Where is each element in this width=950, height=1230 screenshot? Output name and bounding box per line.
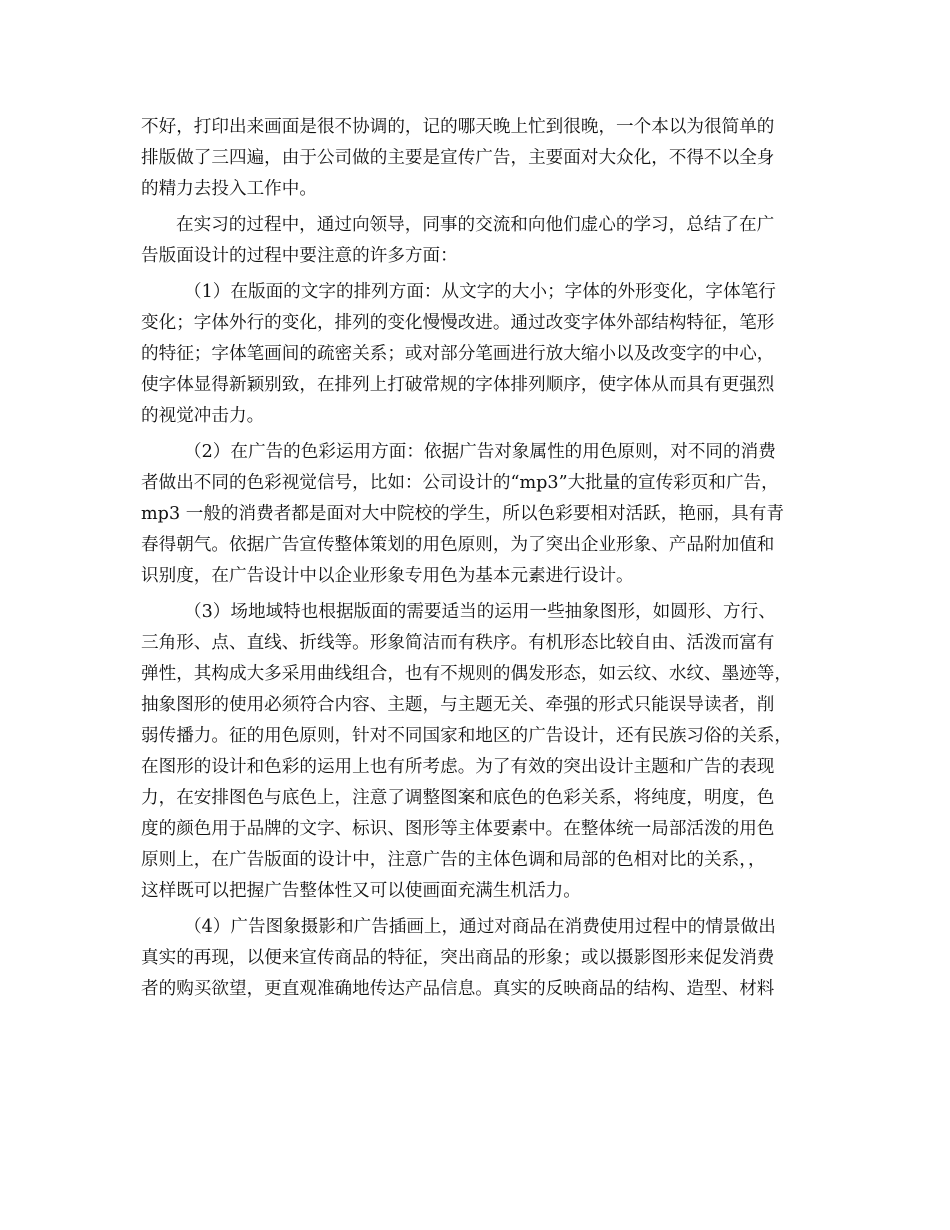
text-line: 识别度，在广告设计中以企业形象专用色为基本元素进行设计。: [141, 566, 634, 586]
text-line: 三角形、点、直线、折线等。形象简洁而有秩序。有机形态比较自由、活泼而富有: [141, 633, 775, 653]
text-line: 力，在安排图色与底色上，注意了调整图案和底色的色彩关系，将纯度，明度，色: [141, 788, 775, 808]
text-line: 弱传播力。征的用色原则，针对不同国家和地区的广告设计，还有民族习俗的关系，: [141, 726, 792, 746]
text-line: 在图形的设计和色彩的运用上也有所考虑。为了有效的突出设计主题和广告的表现: [141, 757, 775, 777]
text-line: 者的购买欲望，更直观准确地传达产品信息。真实的反映商品的结构、造型、材料: [141, 979, 775, 999]
text-line: 在实习的过程中，通过向领导，同事的交流和向他们虚心的学习，总结了在广: [176, 215, 775, 235]
text-line: 度的颜色用于品牌的文字、标识、图形等主体要素中。在整体统一局部活泼的用色: [141, 819, 775, 839]
text-line: mp3 一般的消费者都是面对大中院校的学生，所以色彩要相对活跃，艳丽，具有青: [141, 504, 784, 524]
text-line: （3）场地域特也根据版面的需要适当的运用一些抽象图形，如圆形、方行、: [184, 602, 776, 622]
text-line: 的特征；字体笔画间的疏密关系；或对部分笔画进行放大缩小以及改变字的中心，: [141, 344, 775, 364]
text-line: （2）在广告的色彩运用方面：依据广告对象属性的用色原则，对不同的消费: [184, 442, 776, 462]
text-line: 排版做了三四遍，由于公司做的主要是宣传广告，主要面对大众化，不得不以全身: [141, 148, 775, 168]
text-line: 变化；字体外行的变化，排列的变化慢慢改进。通过改变字体外部结构特征，笔形: [141, 313, 775, 333]
text-line: 不好，打印出来画面是很不协调的，记的哪天晚上忙到很晚，一个本以为很简单的: [141, 117, 775, 137]
text-line: 抽象图形的使用必须符合内容、主题，与主题无关、牵强的形式只能误导读者，削: [141, 695, 775, 715]
text-line: 真实的再现，以便来宣传商品的特征，突出商品的形象；或以摄影图形来促发消费: [141, 948, 775, 968]
text-line: （1）在版面的文字的排列方面：从文字的大小；字体的外形变化，字体笔行: [184, 282, 776, 302]
text-line: （4）广告图象摄影和广告插画上，通过对商品在消费使用过程中的情景做出: [184, 917, 776, 937]
text-line: 弹性，其构成大多采用曲线组合，也有不规则的偶发形态，如云纹、水纹、墨迹等，: [141, 664, 792, 684]
text-line: 的视觉冲击力。: [141, 406, 265, 426]
text-line: 告版面设计的过程中要注意的许多方面：: [141, 246, 458, 266]
text-line: 者做出不同的色彩视觉信号，比如：公司设计的“mp3”大批量的宣传彩页和广告，: [141, 473, 779, 493]
text-line: 的精力去投入工作中。: [141, 179, 317, 199]
text-line: 原则上，在广告版面的设计中，注意广告的主体色调和局部的色相对比的关系，，: [141, 850, 766, 870]
text-line: 使字体显得新颖别致，在排列上打破常规的字体排列顺序，使字体从而具有更强烈: [141, 375, 775, 395]
text-line: 这样既可以把握广告整体性又可以使画面充满生机活力。: [141, 881, 581, 901]
body-text: [141, 112, 821, 1005]
text-line: 春得朝气。依据广告宣传整体策划的用色原则，为了突出企业形象、产品附加值和: [141, 535, 775, 555]
